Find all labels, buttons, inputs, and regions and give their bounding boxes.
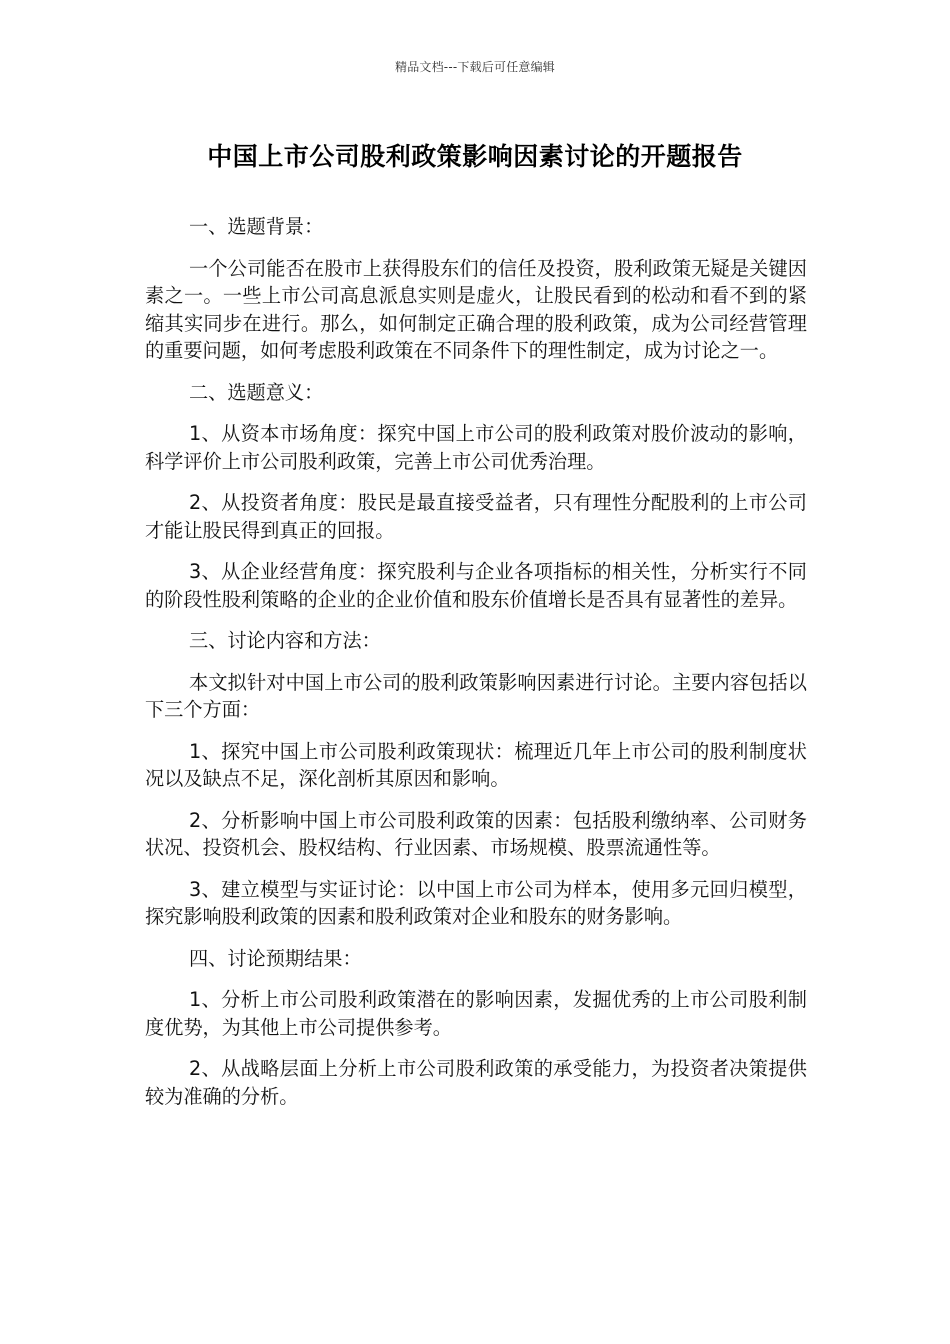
section-heading-background: 一、选题背景： — [189, 215, 324, 238]
paragraph-results-2: 2、从战略层面上分析上市公司股利政策的承受能力，为投资者决策提供较为准确的分析。 — [145, 1057, 807, 1108]
paragraph-results-1: 1、分析上市公司股利政策潜在的影响因素，发掘优秀的上市公司股利制度优势，为其他上市公司提供参考。 — [145, 988, 807, 1039]
paragraph-background: 一个公司能否在股市上获得股东们的信任及投资，股利政策无疑是关键因素之一。一些上市公司高息派息实则是虚火，让股民看到的松动和看不到的紧缩其实同步在进行。那么，如何制定正确合理的股利政策，成为公司经营管理的重要问题，如何考虑股利政策在不同条件下的理性制定，成为讨论之一。 — [145, 256, 807, 362]
paragraph-significance-2: 2、从投资者角度：股民是最直接受益者，只有理性分配股利的上市公司才能让股民得到真正的回报。 — [145, 491, 807, 542]
section-heading-significance: 二、选题意义： — [189, 380, 324, 404]
paragraph-significance-3: 3、从企业经营角度：探究股利与企业各项指标的相关性，分析实行不同的阶段性股利策略的企业的企业价值和股东价值增长是否具有显著性的差异。 — [145, 560, 807, 611]
paragraph-content-1: 1、探究中国上市公司股利政策现状：梳理近几年上市公司的股利制度状况以及缺点不足，深化剖析其原因和影响。 — [145, 739, 807, 790]
document-title: 中国上市公司股利政策影响因素讨论的开题报告 — [207, 142, 743, 171]
document-body — [145, 213, 807, 1124]
paragraph-content-2: 2、分析影响中国上市公司股利政策的因素：包括股利缴纳率、公司财务状况、投资机会、股权结构、行业因素、市场规模、股票流通性等。 — [145, 808, 807, 859]
paragraph-content-3: 3、建立模型与实证讨论：以中国上市公司为样本，使用多元回归模型，探究影响股利政策的因素和股利政策对企业和股东的财务影响。 — [145, 877, 807, 928]
section-heading-expected-results: 四、讨论预期结果： — [189, 946, 362, 970]
header-note: 精品文档---下载后可任意编辑 — [395, 60, 555, 74]
section-heading-content-method: 三、讨论内容和方法： — [189, 629, 381, 652]
paragraph-content-intro: 本文拟针对中国上市公司的股利政策影响因素进行讨论。主要内容包括以下三个方面： — [145, 670, 807, 721]
paragraph-significance-1: 1、从资本市场角度：探究中国上市公司的股利政策对股价波动的影响，科学评价上市公司股利政策，完善上市公司优秀治理。 — [145, 422, 807, 473]
